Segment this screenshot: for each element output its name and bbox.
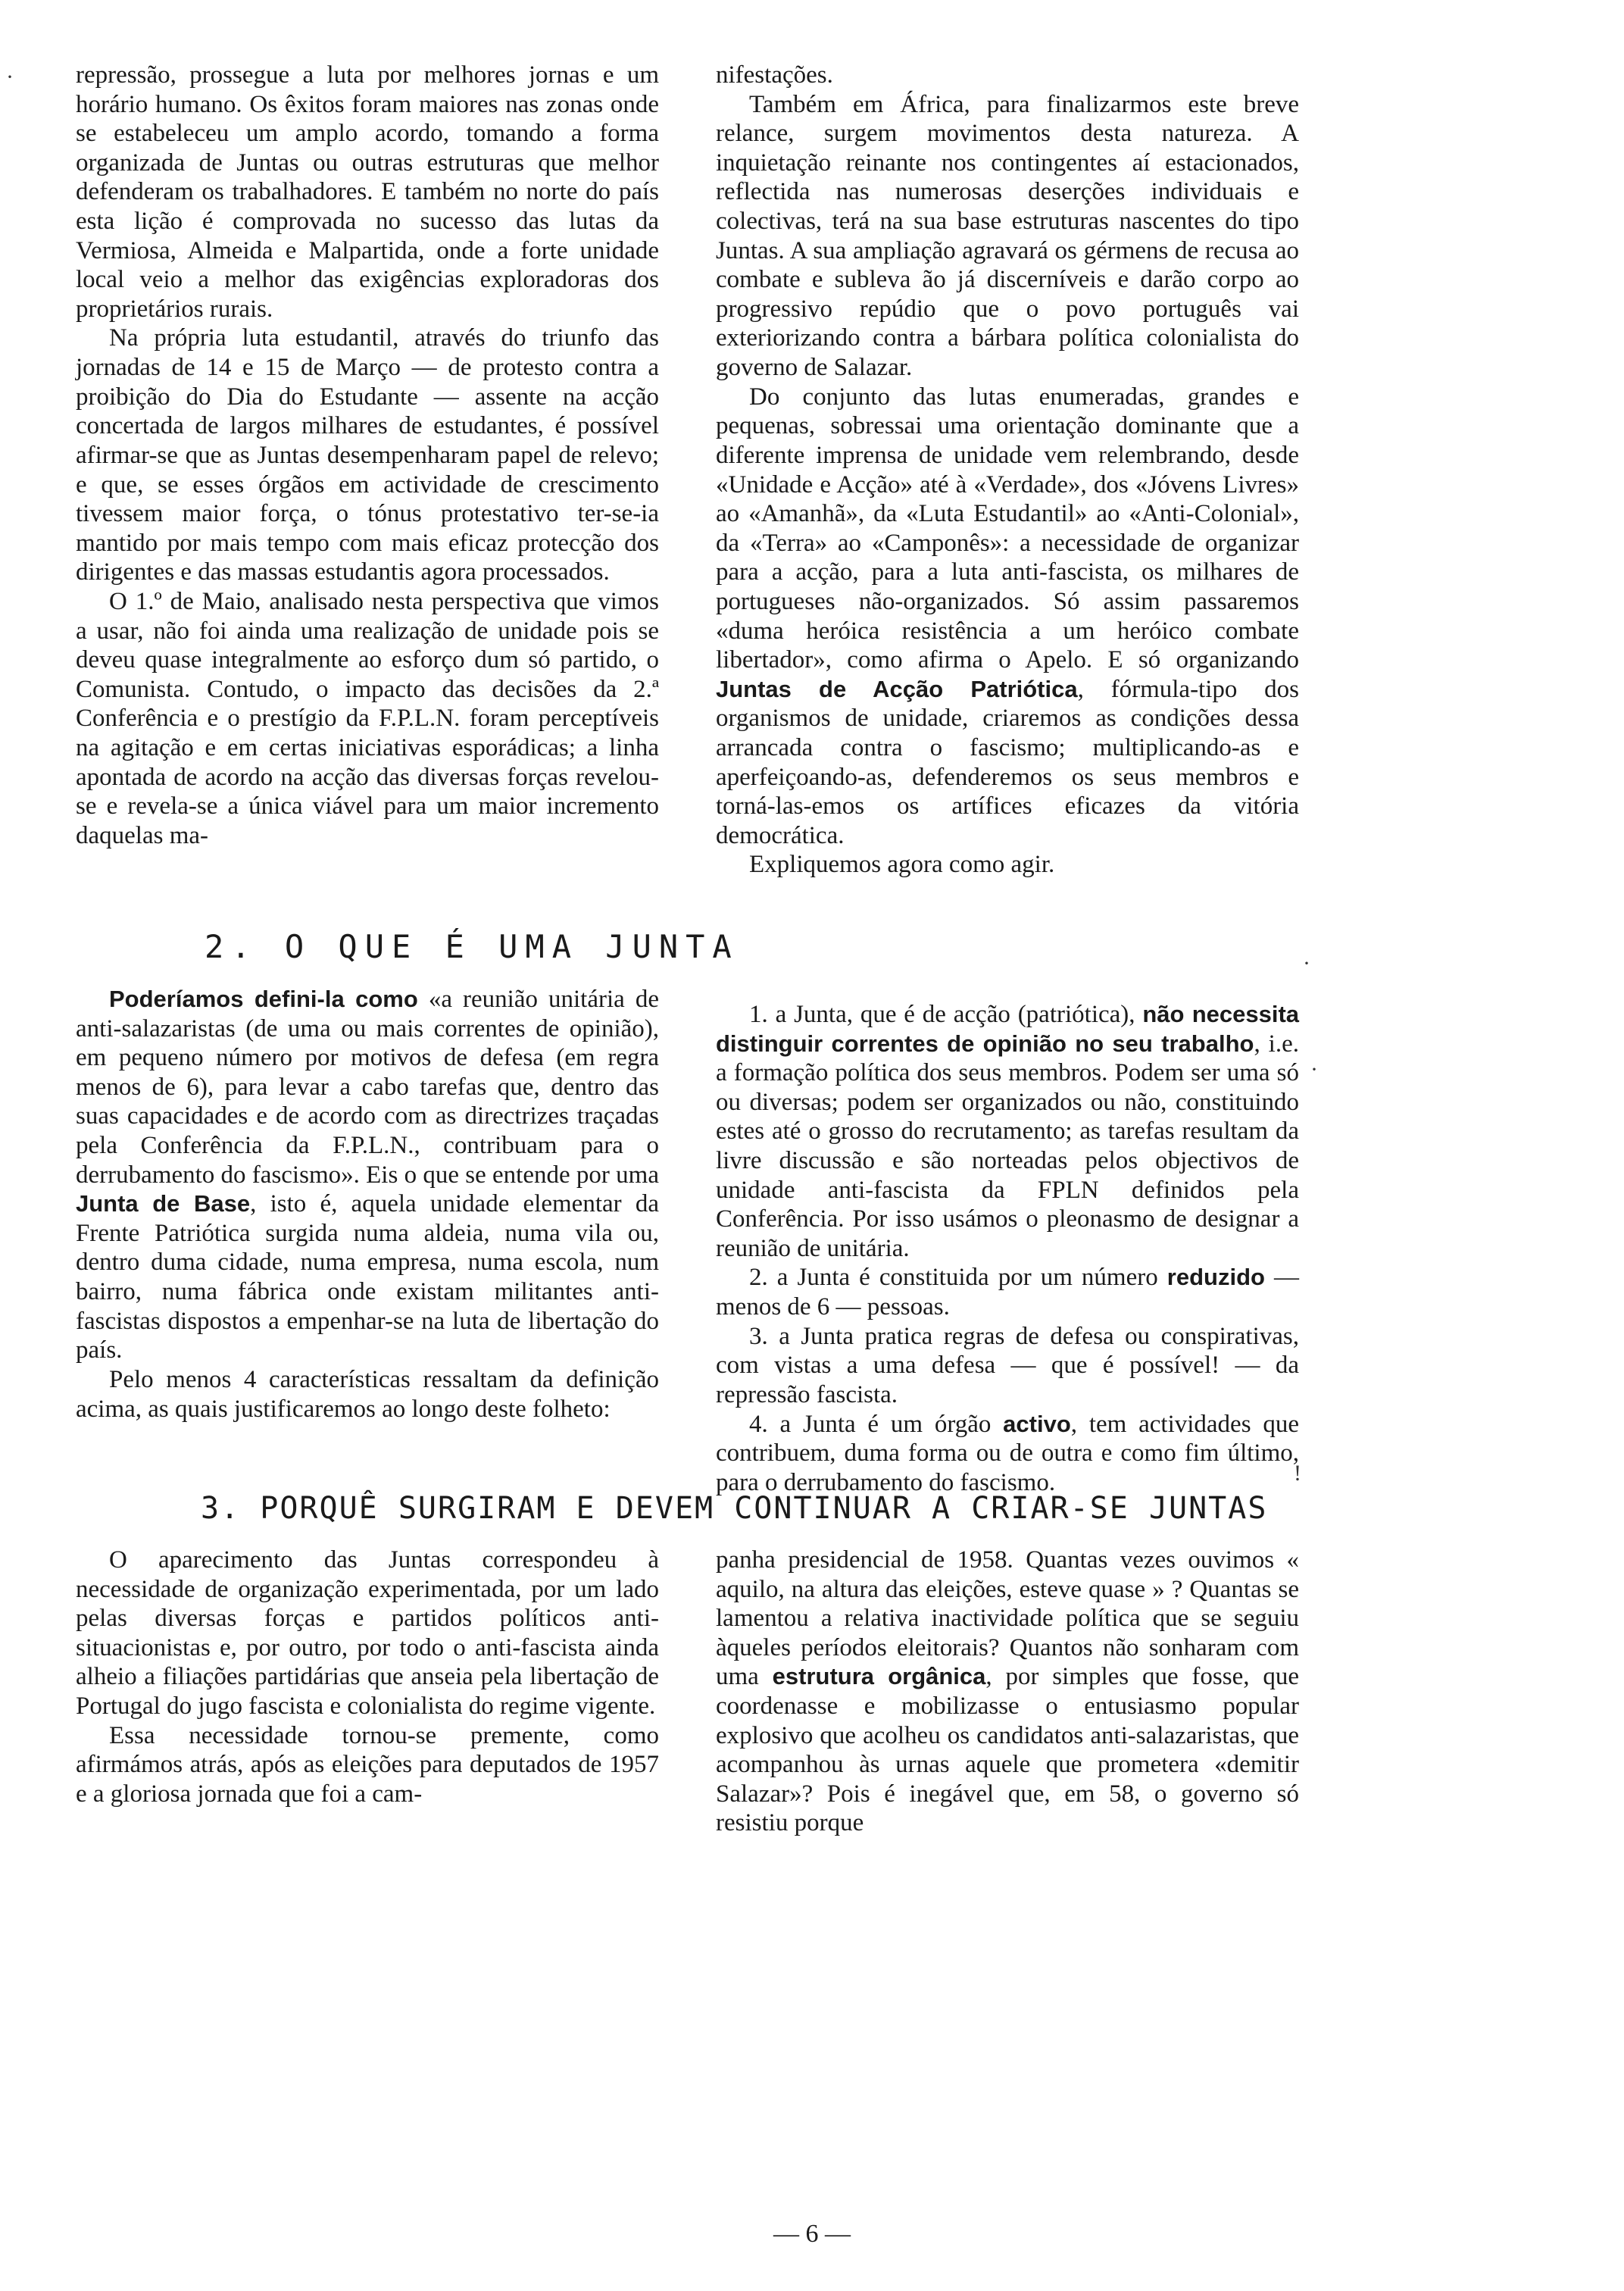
section2-right-column xyxy=(716,1000,1299,1497)
section-heading: 3. PORQUÊ SURGIRAM E DEVEM CONTINUAR A CRIAR-SE JUNTAS xyxy=(201,1491,1268,1526)
list-item: 1. a Junta, que é de acção (patriótica), não necessita distinguir correntes de opinião no seu trabalho, i.e. a formação política dos seus membros. Podem ser uma só ou diversas; podem ser organizados ou não, constituindo estes até o grosso do recrutamento; as tarefas resultam da livre discussão e são norteadas pelos objectivos de unidade anti-fascista da FPLN definidos pela Conferência. Por isso usámos o pleonasmo de designar a reunião de unitária. xyxy=(716,1001,1300,1262)
paragraph: Do conjunto das lutas enumeradas, grandes e pequenas, sobressai uma orientação dominante que a diferente imprensa de unidade vem relembrando, desde «Unidade e Acção» até à «Verdade», dos «Jóvens Livres» ao «Amanhã», da «Luta Estudantil» ao «Anti-Colonial», da «Terra» ao «Camponês»: a necessidade de organizar para a acção, para a luta anti-fascista, os milhares de portugueses não-organizados. Só assim passaremos «duma heróica resistência a um heróico combate libertador», como afirma o Apelo. E só organizando Juntas de Acção Patriótica, fórmula-tipo dos organismos de unidade, criaremos as condições dessa arrancada contra o fascismo; multiplicando-as e aperfeiçoando-as, defenderemos os seus membros e torná-las-emos os artífices eficazes da vitória democrática. xyxy=(716,383,1299,849)
margin-mark: · xyxy=(1303,951,1310,976)
bold-term: Poderíamos defini-la como xyxy=(109,986,418,1012)
list-item: 4. a Junta é um órgão activo, tem actividades que contribuem, duma forma ou de outra e como fim último, para o derrubamento do fascismo. xyxy=(716,1410,1299,1496)
paragraph: O 1.º de Maio, analisado nesta perspectiva que vimos a usar, não foi ainda uma realização de unidade pois se deveu quase integralmente ao esforço dum só partido, o Comunista. Contudo, o impacto das decisões da 2.ª Conferência e o prestígio da F.P.L.N. foram perceptíveis na agitação e em certas iniciativas esporádicas; a linha apontada de acordo na acção das diversas forças revelou-se e revela-se a única viável para um maior incremento daquelas ma- xyxy=(76,587,659,849)
bold-term: Juntas de Acção Patriótica xyxy=(716,675,1078,702)
section-heading: 2. O QUE É UMA JUNTA xyxy=(205,928,739,965)
top-right-column xyxy=(716,61,1299,880)
top-left-column xyxy=(76,61,659,850)
section2-left-column xyxy=(76,985,659,1424)
page-number: — 6 — xyxy=(773,2220,851,2248)
list-item: 2. a Junta é constituida por um número reduzido — menos de 6 — pessoas. xyxy=(716,1264,1299,1321)
bold-term: activo xyxy=(1003,1410,1071,1437)
paragraph: Expliquemos agora como agir. xyxy=(749,851,1055,879)
margin-mark: · xyxy=(1310,1057,1318,1082)
list-item: 3. a Junta pratica regras de defesa ou conspirativas, com vistas a uma defesa — que é possível! — da repressão fascista. xyxy=(716,1322,1299,1408)
paragraph: Na própria luta estudantil, através do triunfo das jornadas de 14 e 15 de Março — de protesto contra a proibição do Dia do Estudante — assente na acção concertada de largos milhares de estudantes, é possível afirmar-se que as Juntas desempenharam papel de relevo; e que, se esses órgãos em actividade de crescimento tivessem maior força, o tónus protestativo ter-se-ia mantido por mais tempo com mais eficaz protecção dos dirigentes e das massas estudantis agora processados. xyxy=(76,324,659,586)
margin-mark: · xyxy=(6,64,14,89)
paragraph: Também em África, para finalizarmos este breve relance, surgem movimentos desta natureza. A inquietação reinante nos contingentes aí estacionados, reflectida nas numerosas deserções individuais e colectivas, terá na sua base estruturas nascentes do tipo Juntas. A sua ampliação agravará os gérmens de recusa ao combate e subleva ão já discerníveis e darão corpo ao progressivo repúdio que o povo português vai exteriorizando contra a bárbara política colonialista do governo de Salazar. xyxy=(716,90,1299,382)
paragraph: Essa necessidade tornou-se premente, como afirmámos atrás, após as eleições para deputados de 1957 e a gloriosa jornada que foi a cam- xyxy=(76,1721,659,1808)
paragraph: O aparecimento das Juntas correspondeu à necessidade de organização experimentada, por um lado pelas diversas forças e partidos políticos anti-situacionistas e, por outro, por todo o anti-fascista ainda alheio a filiações partidárias que anseia pela libertação de Portugal do jugo fascista e colonialista do regime vigente. xyxy=(76,1546,659,1721)
section3-right-column xyxy=(716,1546,1299,1838)
bold-term: não necessita distinguir correntes de opinião no seu trabalho xyxy=(716,1001,1300,1057)
bold-term: estrutura orgânica xyxy=(772,1663,986,1690)
bold-term: reduzido xyxy=(1166,1264,1265,1291)
paragraph: nifestações. xyxy=(716,61,833,89)
bold-term: Junta de Base xyxy=(76,1190,251,1217)
section3-left-column xyxy=(76,1546,659,1808)
paragraph: repressão, prossegue a luta por melhores jornas e um horário humano. Os êxitos foram maiores nas zonas onde se estabeleceu um amplo acordo, tomando a forma organizada de Juntas ou outras estruturas que melhor defenderam os trabalhadores. E também no norte do país esta lição é comprovada no sucesso das lutas da Vermiosa, Almeida e Malpartida, onde a forte unidade local veio a melhor das exigências exploradoras dos proprietários rurais. xyxy=(76,61,659,323)
margin-mark: ! xyxy=(1294,1461,1301,1486)
paragraph: panha presidencial de 1958. Quantas vezes ouvimos « aquilo, na altura das eleições, esteve quase » ? Quantas se lamentou a relativa inactividade política que se seguiu àqueles períodos eleitorais? Quantos não sonharam com uma estrutura orgânica, por simples que fosse, que coordenasse e mobilizasse o entusiasmo popular explosivo que acolheu os candidatos anti-salazaristas, que acompanhou às urnas aquele que prometera «demitir Salazar»? Pois é inegável que, em 58, o governo só resistiu porque xyxy=(716,1546,1299,1837)
paragraph: Pelo menos 4 características ressaltam da definição acima, as quais justificaremos ao longo deste folheto: xyxy=(76,1365,659,1423)
paragraph: Poderíamos defini-la como «a reunião unitária de anti-salazaristas (de uma ou mais correntes de opinião), em pequeno número por motivos de defesa (em regra menos de 6), para levar a cabo tarefas que, dentro das suas capacidades e de acordo com as directrizes traçadas pela Conferência da F.P.L.N., contribuam para o derrubamento do fascismo». Eis o que se entende por uma Junta de Base, isto é, aquela unidade elementar da Frente Patriótica surgida numa aldeia, numa vila ou, dentro duma cidade, numa empresa, numa escola, num bairro, numa fábrica onde existam militantes anti-fascistas dispostos a empenhar-se na luta de libertação do país. xyxy=(76,986,659,1364)
